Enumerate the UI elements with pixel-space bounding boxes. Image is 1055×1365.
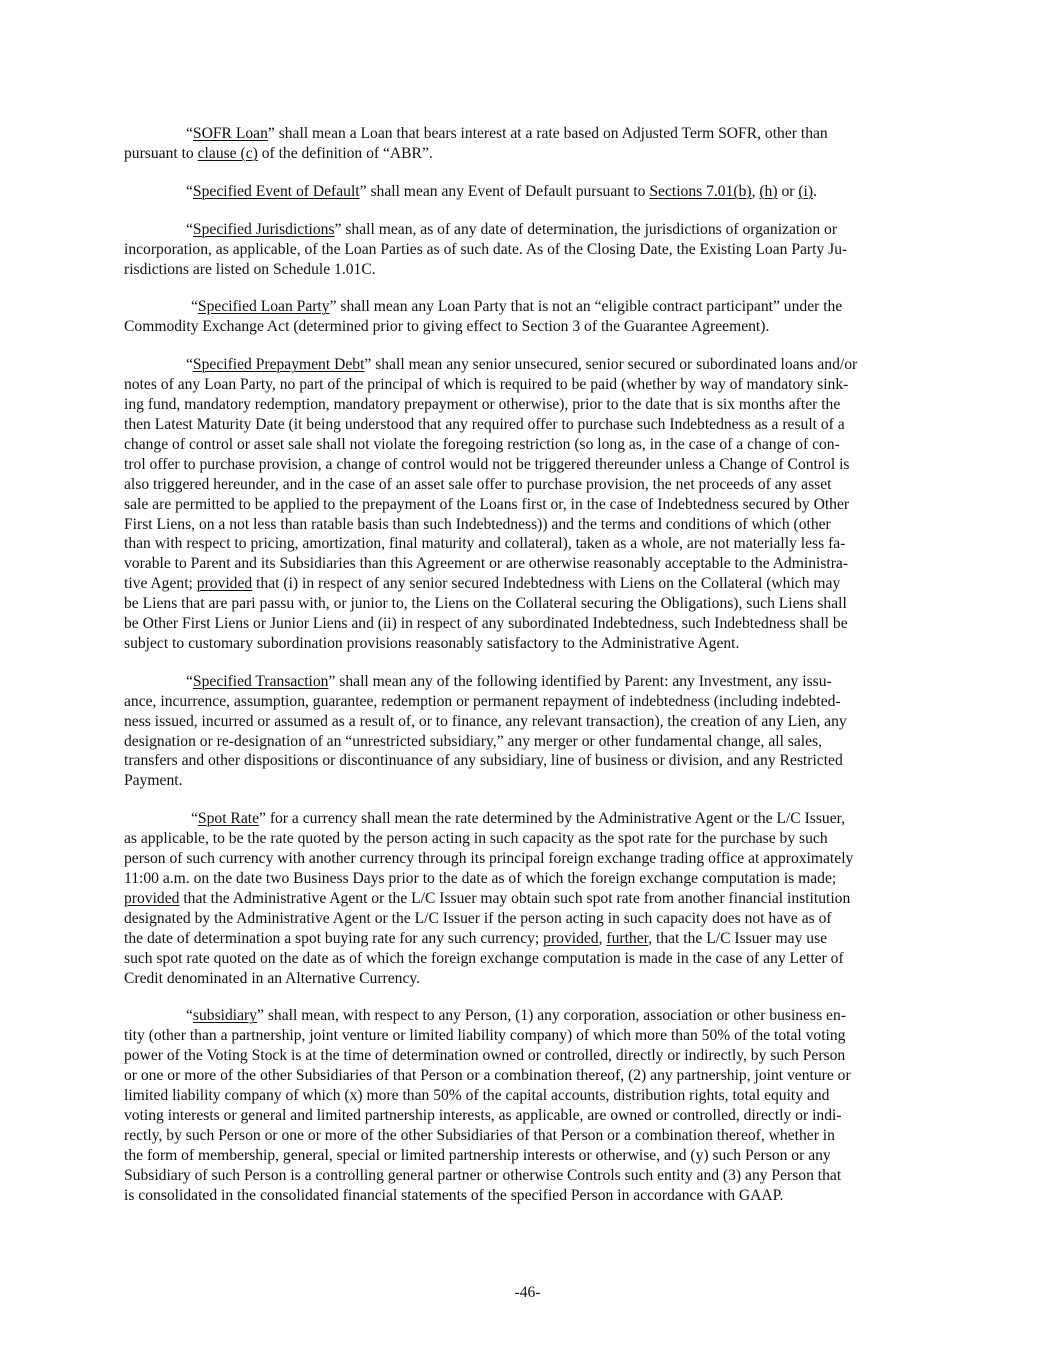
underlined-term: Spot Rate xyxy=(197,810,259,828)
definition-specified-event-of-default xyxy=(124,182,937,202)
definition-line xyxy=(124,634,937,654)
text-run: ” shall mean any senior unsecured, senior secured or subordinated loans and/or xyxy=(364,356,858,374)
underlined-term: provided xyxy=(124,889,180,907)
definition-line xyxy=(124,929,937,949)
text-run: designated by the Administrative Agent or the L/C Issuer if the person acting in such capacity does not have as of xyxy=(124,909,832,927)
underlined-term: provided xyxy=(196,575,253,593)
definition-line xyxy=(124,1026,937,1046)
definition-line xyxy=(124,495,937,515)
text-run: Payment. xyxy=(124,772,183,790)
definition-line xyxy=(124,355,937,375)
definition-line xyxy=(124,1066,937,1086)
definition-line xyxy=(124,574,937,594)
definition-line xyxy=(124,1146,937,1166)
definition-line xyxy=(124,554,937,574)
definition-line xyxy=(124,1126,937,1146)
definition-line xyxy=(124,889,937,909)
underlined-term: SOFR Loan xyxy=(192,125,268,142)
text-run: incorporation, as applicable, of the Loan Parties as of such date. As of the Closing Date, the Existing Loan Party Ju- xyxy=(124,240,848,258)
definition-line xyxy=(124,692,937,712)
underlined-term: further xyxy=(606,929,649,947)
definition-line xyxy=(124,1166,937,1186)
definition-line xyxy=(124,809,937,829)
definition-line xyxy=(124,1086,937,1106)
definition-line xyxy=(124,124,937,144)
definition-line xyxy=(124,435,937,455)
text-run: pursuant to xyxy=(124,144,198,162)
text-run: “ xyxy=(186,182,193,200)
definition-line xyxy=(124,869,937,889)
definition-line xyxy=(124,515,937,535)
text-run: the date of determination a spot buying rate for any such currency; xyxy=(124,929,544,947)
text-run: be Other First Liens or Junior Liens and (ii) in respect of any subordinated Indebtedness, such Indebtedness shall be xyxy=(124,615,848,633)
text-run: vorable to Parent and its Subsidiaries than this Agreement or are otherwise reasonably acceptable to the Administra- xyxy=(124,555,849,573)
text-run: such spot rate quoted on the date as of which the foreign exchange computation is made in the case of any Letter of xyxy=(124,949,844,967)
text-run: of the definition of “ABR”. xyxy=(257,144,433,162)
text-run: , xyxy=(751,182,760,200)
text-run: then Latest Maturity Date (it being understood that any required offer to purchase such Indebtedness as a result of a xyxy=(124,415,845,433)
definition-line xyxy=(124,594,937,614)
definition-line xyxy=(124,475,937,495)
text-run: , xyxy=(598,929,607,947)
definition-line xyxy=(124,712,937,732)
text-run: rectly, by such Person or one or more of the other Subsidiaries of that Person or a combination thereof, whether in xyxy=(124,1126,835,1144)
underlined-term: Specified Event of Default xyxy=(192,182,360,200)
text-run: tity (other than a partnership, joint venture or limited liability company) of which more than 50% of the total voting xyxy=(124,1027,846,1045)
definition-line xyxy=(124,455,937,475)
text-run: “ xyxy=(186,125,193,142)
text-run: than with respect to pricing, amortization, final maturity and collateral), taken as a whole, are not materially less fa- xyxy=(124,535,846,553)
text-run: “ xyxy=(186,1007,193,1025)
definition-line xyxy=(124,375,937,395)
text-run: ” shall mean, as of any date of determination, the jurisdictions of organization or xyxy=(334,220,838,238)
definition-line xyxy=(124,260,937,280)
definition-specified-prepayment-debt xyxy=(124,355,937,654)
text-run: First Liens, on a not less than ratable basis than such Indebtedness)) and the terms and conditions of which (other xyxy=(124,515,831,533)
text-run: or xyxy=(777,182,799,200)
text-run: ness issued, incurred or assumed as a result of, or to finance, any relevant transaction), the creation of any Lien, any xyxy=(124,712,847,730)
text-run: , that the L/C Issuer may use xyxy=(648,929,828,947)
definition-line xyxy=(124,751,937,771)
definition-line xyxy=(124,949,937,969)
definition-line xyxy=(124,1106,937,1126)
text-run: 11:00 a.m. on the date two Business Days prior to the date as of which the foreign exchange computation is made; xyxy=(124,870,837,887)
text-run: ance, incurrence, assumption, guarantee, redemption or permanent repayment of indebtedness (including indebted- xyxy=(124,692,841,710)
text-run: ing fund, mandatory redemption, mandatory prepayment or otherwise), prior to the date that is six months after the xyxy=(124,396,841,414)
underlined-term: Specified Jurisdictions xyxy=(192,220,335,238)
definition-line xyxy=(124,909,937,929)
text-run: notes of any Loan Party, no part of the principal of which is required to be paid (whether by way of mandatory sink- xyxy=(124,376,849,394)
page-number: -46- xyxy=(514,1284,541,1301)
text-run: change of control or asset sale shall not violate the foregoing restriction (so long as, in the case of a change of con- xyxy=(124,435,840,453)
definition-subsidiary xyxy=(124,1006,937,1205)
text-run: ” for a currency shall mean the rate determined by the Administrative Agent or the L/C Issuer, xyxy=(259,810,846,828)
text-run: ” shall mean a Loan that bears interest at a rate based on Adjusted Term SOFR, other than xyxy=(267,125,828,142)
definition-line xyxy=(124,829,937,849)
definition-line xyxy=(124,614,937,634)
definition-line xyxy=(124,220,937,240)
text-run: “ xyxy=(186,356,193,374)
definition-line xyxy=(124,240,937,260)
text-run: ” shall mean, with respect to any Person, (1) any corporation, association or other business en- xyxy=(257,1007,846,1025)
text-run: “ xyxy=(186,220,193,238)
underlined-term: (h) xyxy=(759,182,778,200)
text-run: “ xyxy=(191,810,198,828)
text-run: also triggered hereunder, and in the case of an asset sale offer to purchase provision, the net proceeds of any asset xyxy=(124,475,832,493)
underlined-term: subsidiary xyxy=(192,1007,258,1025)
definition-line xyxy=(124,732,937,752)
definition-line xyxy=(124,1006,937,1026)
text-run: “ xyxy=(191,298,198,316)
underlined-term: Specified Prepayment Debt xyxy=(192,356,365,374)
definition-line xyxy=(124,297,937,317)
definition-line xyxy=(124,182,937,202)
definition-sofr-loan xyxy=(124,124,937,164)
definition-line xyxy=(124,395,937,415)
text-run: or one or more of the other Subsidiaries of that Person or a combination thereof, (2) any partnership, joint venture or xyxy=(124,1067,851,1085)
definition-line xyxy=(124,1046,937,1066)
definition-specified-loan-party xyxy=(124,297,937,337)
underlined-term: Sections 7.01(b) xyxy=(649,182,752,200)
text-run: trol offer to purchase provision, a change of control would not be triggered thereunder unless a Change of Control is xyxy=(124,455,850,473)
text-run: ” shall mean any Event of Default pursuant to xyxy=(359,182,650,200)
text-run: be Liens that are pari passu with, or junior to, the Liens on the Collateral securing the Obligations), such Liens shall xyxy=(124,595,847,613)
text-run: as applicable, to be the rate quoted by the person acting in such capacity as the spot rate for the purchase by such xyxy=(124,830,828,848)
text-run: power of the Voting Stock is at the time of determination owned or controlled, directly or indirectly, by such Person xyxy=(124,1047,846,1065)
text-run: sale are permitted to be applied to the prepayment of the Loans first or, in the case of Indebtedness secured by Other xyxy=(124,495,850,513)
text-run: that (i) in respect of any senior secured Indebtedness with Liens on the Collateral (which may xyxy=(252,575,841,593)
definition-line xyxy=(124,534,937,554)
text-run: Subsidiary of such Person is a controlling general partner or otherwise Controls such entity and (3) any Person that xyxy=(124,1166,842,1184)
text-run: tive Agent; xyxy=(124,575,197,593)
text-run: designation or re-designation of an “unrestricted subsidiary,” any merger or other fundamental change, all sales, xyxy=(124,732,823,750)
text-run: Credit denominated in an Alternative Currency. xyxy=(124,969,421,987)
definition-line xyxy=(124,1186,937,1206)
text-run: subject to customary subordination provisions reasonably satisfactory to the Administrative Agent. xyxy=(124,634,740,652)
definition-line xyxy=(124,415,937,435)
text-run: “ xyxy=(186,672,193,690)
definition-line xyxy=(124,672,937,692)
definition-line xyxy=(124,144,937,164)
definition-line xyxy=(124,849,937,869)
text-run: risdictions are listed on Schedule 1.01C. xyxy=(124,260,376,278)
definition-line xyxy=(124,771,937,791)
underlined-term: (i) xyxy=(798,182,814,200)
text-run: limited liability company of which (x) more than 50% of the capital accounts, distribution rights, total equity and xyxy=(124,1087,830,1105)
underlined-term: Specified Transaction xyxy=(192,672,329,690)
underlined-term: clause (c) xyxy=(197,144,258,162)
definition-specified-transaction xyxy=(124,672,937,791)
definition-line xyxy=(124,317,937,337)
text-run: is consolidated in the consolidated financial statements of the specified Person in accordance with GAAP. xyxy=(124,1186,784,1204)
text-run: person of such currency with another currency through its principal foreign exchange trading office at approximately xyxy=(124,850,854,868)
text-run: that the Administrative Agent or the L/C Issuer may obtain such spot rate from another financial institution xyxy=(179,889,851,907)
text-run: transfers and other dispositions or discontinuance of any subsidiary, line of business or division, and any Restricted xyxy=(124,752,843,770)
text-run: ” shall mean any Loan Party that is not an “eligible contract participant” under the xyxy=(329,298,843,316)
underlined-term: Specified Loan Party xyxy=(197,298,330,316)
definition-specified-jurisdictions xyxy=(124,220,937,280)
document-page xyxy=(124,124,937,1224)
underlined-term: provided xyxy=(543,929,599,947)
definition-spot-rate xyxy=(124,809,937,988)
definition-line xyxy=(124,969,937,989)
text-run: the form of membership, general, special or limited partnership interests or otherwise, and (y) such Person or any xyxy=(124,1146,831,1164)
text-run: ” shall mean any of the following identified by Parent: any Investment, any issu- xyxy=(328,672,832,690)
text-run: voting interests or general and limited partnership interests, as applicable, are owned or controlled, directly or indi- xyxy=(124,1106,842,1124)
text-run: . xyxy=(813,182,817,200)
text-run: Commodity Exchange Act (determined prior to giving effect to Section 3 of the Guarantee Agreement). xyxy=(124,318,770,336)
